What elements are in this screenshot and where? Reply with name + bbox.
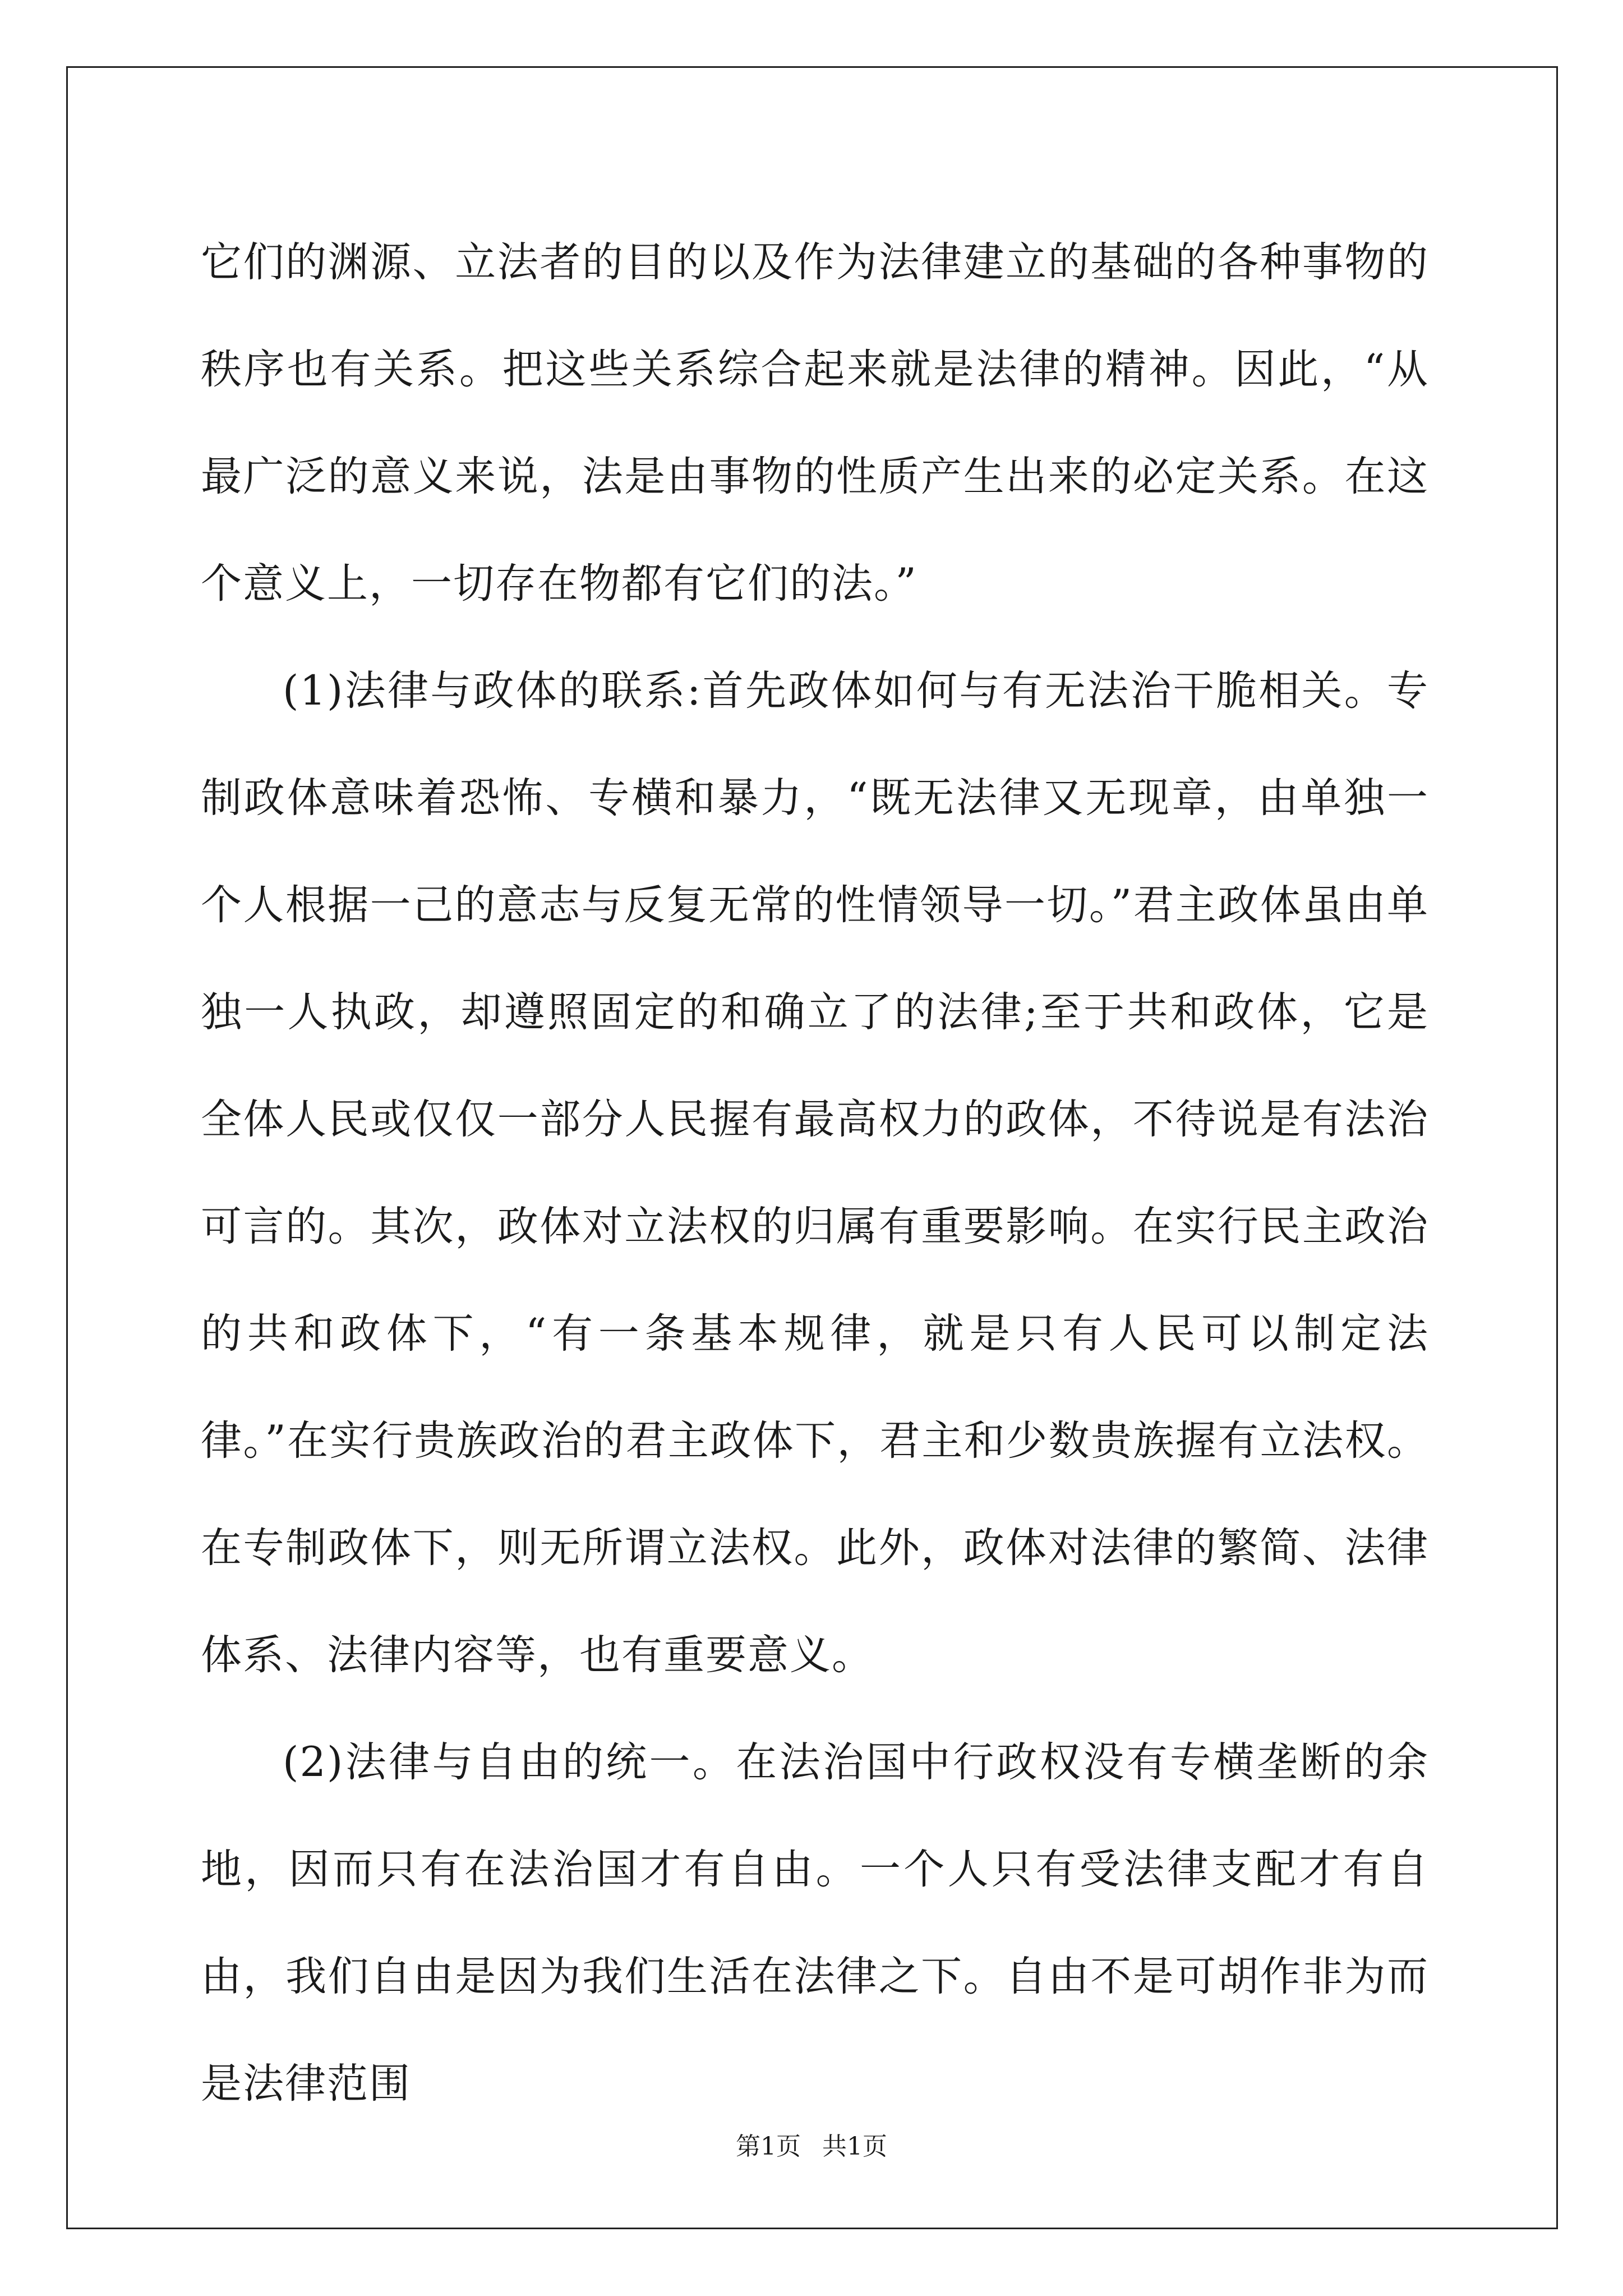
paragraph-continuation: 它们的渊源、立法者的目的以及作为法律建立的基础的各种事物的秩序也有关系。把这些关系综合起来就是法律的精神。因此，“从最广泛的意义来说，法是由事物的性质产生出来的必定关系。在这个意义上，一切存在物都有它们的法。” xyxy=(201,238,1429,608)
paragraph-government-law: (1)法律与政体的联系:首先政体如何与有无法治干脆相关。专制政体意味着恐怖、专横和暴力，“既无法律又无现章，由单独一个人根据一己的意志与反复无常的性情领导一切。”君主政体虽由单独一人执政，却遵照固定的和确立了的法律;至于共和政体，它是全体人民或仅仅一部分人民握有最高权力的政体，不待说是有法治可言的。其次，政体对立法权的归属有重要影响。在实行民主政治的共和政体下，“有一条基本规律，就是只有人民可以制定法律。”在实行贵族政治的君主政体下，君主和少数贵族握有立法权。在专制政体下，则无所谓立法权。此外，政体对法律的繁简、法律体系、法律内容等，也有重要意义。 xyxy=(201,667,1429,1679)
document-body xyxy=(201,209,1429,2137)
total-pages: 共1页 xyxy=(822,2132,887,2161)
paragraph-law-freedom: (2)法律与自由的统一。在法治国中行政权没有专横垄断的余地，因而只有在法治国才有自由。一个人只有受法律支配才有自由，我们自由是因为我们生活在法律之下。自由不是可胡作非为而是法律范围 xyxy=(201,1738,1429,2108)
page-footer xyxy=(0,2126,1623,2162)
page-number: 第1页 xyxy=(736,2132,801,2161)
